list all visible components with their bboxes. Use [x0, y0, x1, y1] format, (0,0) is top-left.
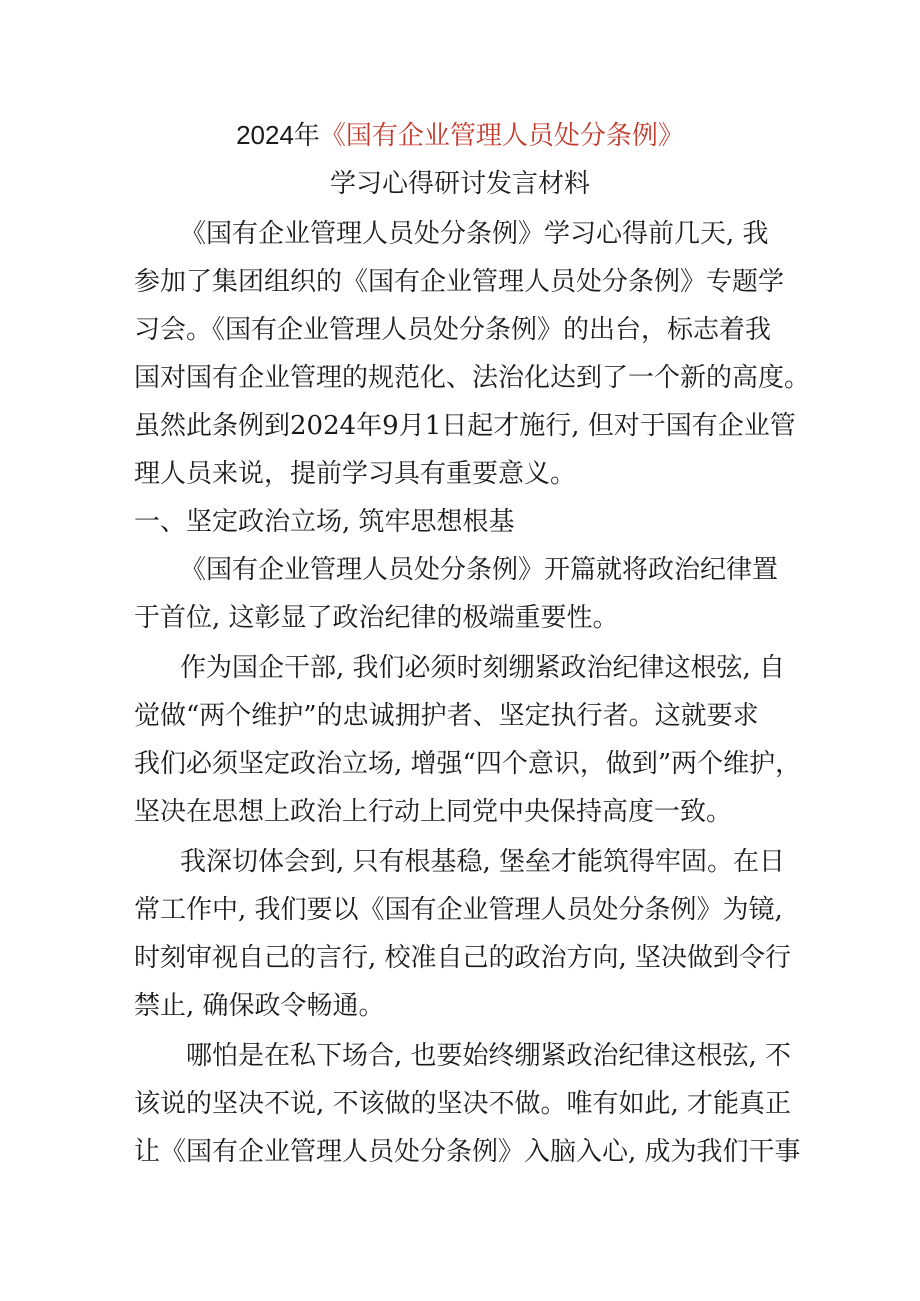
paragraph-line: 参加了集团组织的《国有企业管理人员处分条例》专题学: [134, 267, 785, 297]
paragraph-line: 《国有企业管理人员处分条例》开篇就将政治纪律置: [180, 555, 779, 585]
section-heading: 一、坚定政治立场, 筑牢思想根基: [134, 507, 515, 537]
document-title: [0, 113, 920, 158]
paragraph-line: 作为国企干部, 我们必须时刻绷紧政治纪律这根弦, 自: [180, 653, 786, 683]
paragraph-line: 该说的坚决不说, 不该做的坚决不做。唯有如此, 才能真正: [134, 1089, 792, 1119]
paragraph-line: 时刻审视自己的言行, 校准自己的政治方向, 坚决做到令行: [134, 943, 792, 973]
paragraph-line: 于首位, 这彰显了政治纪律的极端重要性。: [134, 603, 619, 633]
paragraph-line: 觉做“两个维护”的忠诚拥护者、坚定执行者。这就要求: [134, 701, 759, 731]
paragraph-line: 《国有企业管理人员处分条例》学习心得前几天, 我: [180, 219, 769, 249]
paragraph-line: 让《国有企业管理人员处分条例》入脑入心, 成为我们干事: [134, 1137, 801, 1167]
paragraph-line: 我深切体会到, 只有根基稳, 堡垒才能筑得牢固。在日: [180, 847, 786, 877]
document-subtitle: 学习心得研讨发言材料: [329, 169, 590, 199]
paragraph-line: 常工作中, 我们要以《国有企业管理人员处分条例》为镜,: [134, 895, 783, 925]
paragraph-line: 禁止, 确保政令畅通。: [134, 991, 385, 1021]
paragraph-line: 我们必须坚定政治立场, 增强“四个意识，做到”两个维护，: [134, 749, 802, 779]
paragraph-line: 习会。《国有企业管理人员处分条例》的出台，标志着我: [134, 315, 772, 345]
paragraph-line: 国对国有企业管理的规范化、法治化达到了一个新的高度。: [134, 363, 811, 393]
paragraph-line: 理人员来说，提前学习具有重要意义。: [134, 459, 577, 489]
paragraph-line: 虽然此条例到2024年9月1日起才施行, 但对于国有企业管: [134, 411, 796, 441]
title-year: 2024年: [236, 120, 320, 150]
paragraph-line: 坚决在思想上政治上行动上同党中央保持高度一致。: [134, 797, 733, 827]
title-law-name: 《国有企业管理人员处分条例》: [319, 121, 684, 151]
paragraph-line: 哪怕是在私下场合, 也要始终绷紧政治纪律这根弦, 不: [186, 1041, 792, 1071]
